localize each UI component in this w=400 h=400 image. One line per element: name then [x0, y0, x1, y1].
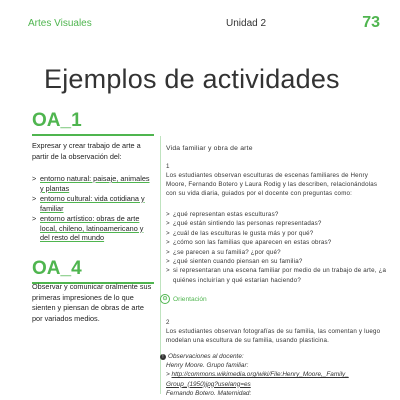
activity2-number: 2 — [166, 319, 170, 326]
page-title: Ejemplos de actividades — [44, 64, 340, 94]
question-item: > ¿qué sienten cuando piensan en su familia? — [166, 257, 388, 266]
oa1-rule — [32, 134, 154, 136]
unit-label: Unidad 2 — [226, 18, 267, 29]
moore-link-continuation[interactable]: Group_(1950)jpg?uselang=es — [166, 380, 251, 388]
activity1-text: Los estudiantes observan esculturas de escenas familiares de Henry Moore, Fernando Botero y Laura Rodig y las describen, relacionándolas con su vida diaria, guiados por el docente con preguntas como: — [166, 172, 378, 198]
oa1-heading: OA_1 — [32, 110, 82, 131]
oa1-heading-block — [32, 110, 154, 136]
activity1-questions — [166, 210, 388, 285]
oa4-description: Observar y comunicar oralmente sus primeras impresiones de lo que sienten y piensan de obras de arte por variados medios. — [32, 282, 152, 323]
observation-line: Henry Moore. Grupo familiar: — [166, 362, 249, 370]
page-header — [28, 14, 386, 34]
oa1-list-item: > entorno natural: paisaje, animales y plantas — [32, 174, 154, 194]
observations-heading: Observaciones al docente: — [168, 353, 244, 360]
question-item: > ¿qué están sintiendo las personas representadas? — [166, 219, 388, 228]
oa1-list-item: > entorno cultural: vida cotidiana y familiar — [32, 194, 154, 214]
oa1-description: Expresar y crear trabajo de arte a partir de la observación del: — [32, 141, 141, 161]
teacher-observations: ! Observaciones al docente: Henry Moore. Grupo familiar: > http://commons.wikimedia.org/wiki/File:Henry_Moore,_Family_ Group_(1950)jpg?uselang=es Fernando Botero. Maternidad: — [160, 352, 390, 398]
question-item: > ¿cuál de las esculturas le gusta más y por qué? — [166, 229, 388, 238]
question-item: > si representaran una escena familiar por medio de un trabajo de arte, ¿a quiénes incluirían y qué estarían haciendo? — [166, 266, 388, 285]
page-number: 73 — [362, 14, 380, 31]
oa1-list-item: > entorno artístico: obras de arte local, chileno, latinoamericano y del resto del mundo — [32, 214, 154, 244]
oa4-heading: OA_4 — [32, 258, 82, 279]
observation-line: Fernando Botero. Maternidad: — [166, 389, 252, 397]
moore-link[interactable]: http://commons.wikimedia.org/wiki/File:Henry_Moore,_Family_ — [171, 371, 349, 379]
orientation-tag — [160, 294, 207, 304]
subject-label: Artes Visuales — [28, 18, 92, 29]
section-title: Vida familiar y obra de arte — [166, 145, 253, 152]
oa1-list — [32, 174, 154, 243]
question-item: > ¿se parecen a su familia? ¿por qué? — [166, 248, 388, 257]
orientation-label: Orientación — [173, 295, 207, 303]
activity2-text: Los estudiantes observan fotografías de su familia, las comentan y luego modelan una escultura de su familia, usando plasticina. — [166, 328, 381, 345]
question-item: > ¿cómo son las familias que aparecen en estas obras? — [166, 238, 388, 247]
oa4-heading-block — [32, 258, 154, 284]
info-icon: ! — [160, 354, 166, 360]
compass-icon: ⊙ — [160, 294, 170, 304]
activity1-number: 1 — [166, 163, 170, 170]
question-item: > ¿qué representan estas esculturas? — [166, 210, 388, 219]
